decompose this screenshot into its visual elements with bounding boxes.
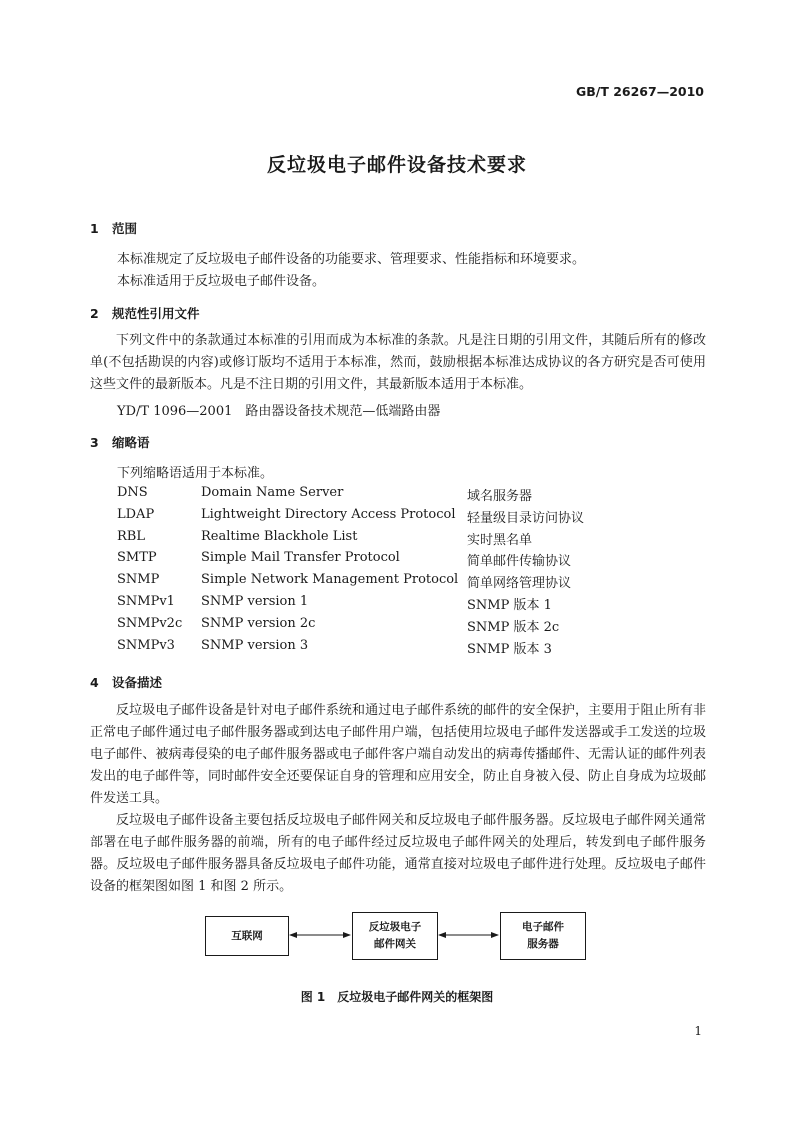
section-3-heading: 3 缩略语 [90,435,150,450]
abbr-row: RBL Realtime Blackhole List 实时黑名单 [117,528,533,548]
section-2-heading: 2 规范性引用文件 [90,306,200,321]
figure-caption: 图 1 反垃圾电子邮件网关的框架图 [300,990,494,1004]
abbr-row: SNMPv1 SNMP version 1 SNMP 版本 1 [117,593,552,613]
section-4-heading: 4 设备描述 [90,675,163,690]
abbr-row: SNMP Simple Network Management Protocol 简单网络管理协议 [117,572,572,592]
antispam-gateway-box: 反垃圾电子 邮件网关 [352,912,438,960]
desc-paragraph-2: 反垃圾电子邮件设备主要包括反垃圾电子邮件网关和反垃圾电子邮件服务器。反垃圾电子邮件网关通常部署在电子邮件服务器的前端，所有的电子邮件经过反垃圾电子邮件网关的处理后，转发到电子邮件服务器。反垃圾电子邮件服务器具备反垃圾电子邮件功能，通常直接对垃圾电子邮件进行处理。反垃圾电子邮件设备的框架图如图 1 和图 2 所示。 [90,813,706,894]
abbr-row: SMTP Simple Mail Transfer Protocol 简单邮件传输协议 [117,550,572,570]
abbr-row: LDAP Lightweight Directory Access Protocol 轻量级目录访问协议 [117,506,585,526]
document-title: 反垃圾电子邮件设备技术要求 [266,154,527,176]
refs-paragraph: 下列文件中的条款通过本标准的引用而成为本标准的条款。凡是注日期的引用文件，其随后所有的修改单(不包括勘误的内容)或修订版均不适用于本标准，然而，鼓励根据本标准达成协议的各方研究是否可使用这些文件的最新版本。凡是不注日期的引用文件，其最新版本适用于本标准。 [90,333,706,392]
abbr-row: SNMPv2c SNMP version 2c SNMP 版本 2c [117,615,560,635]
section-1-heading: 1 范围 [90,221,138,236]
abbr-row: SNMPv3 SNMP version 3 SNMP 版本 3 [117,637,552,657]
desc-paragraph-1: 反垃圾电子邮件设备是针对电子邮件系统和通过电子邮件系统的邮件的安全保护，主要用于阻止所有非正常电子邮件通过电子邮件服务器或到达电子邮件用户端，包括使用垃圾电子邮件发送器或手工发送的垃圾电子邮件、被病毒侵染的电子邮件服务器或电子邮件客户端自动发出的病毒传播邮件、无需认证的邮件列表发出的电子邮件等，同时邮件安全还要保证自身的管理和应用安全，防止自身被入侵、防止自身成为垃圾邮件发送工具。 [90,703,706,806]
scope-paragraph-2: 本标准适用于反垃圾电子邮件设备。 [117,274,326,289]
scope-paragraph-1: 本标准规定了反垃圾电子邮件设备的功能要求、管理要求、性能指标和环境要求。 [117,252,586,267]
internet-box: 互联网 [205,916,289,956]
standard-code: GB/T 26267—2010 [575,84,704,99]
mail-server-box: 电子邮件 服务器 [500,912,586,960]
page-number: 1 [694,1024,702,1038]
abbr-row: DNS Domain Name Server 域名服务器 [117,485,533,504]
refs-document: YD/T 1096—2001 路由器设备技术规范—低端路由器 [117,404,441,419]
abbr-intro: 下列缩略语适用于本标准。 [117,466,274,481]
